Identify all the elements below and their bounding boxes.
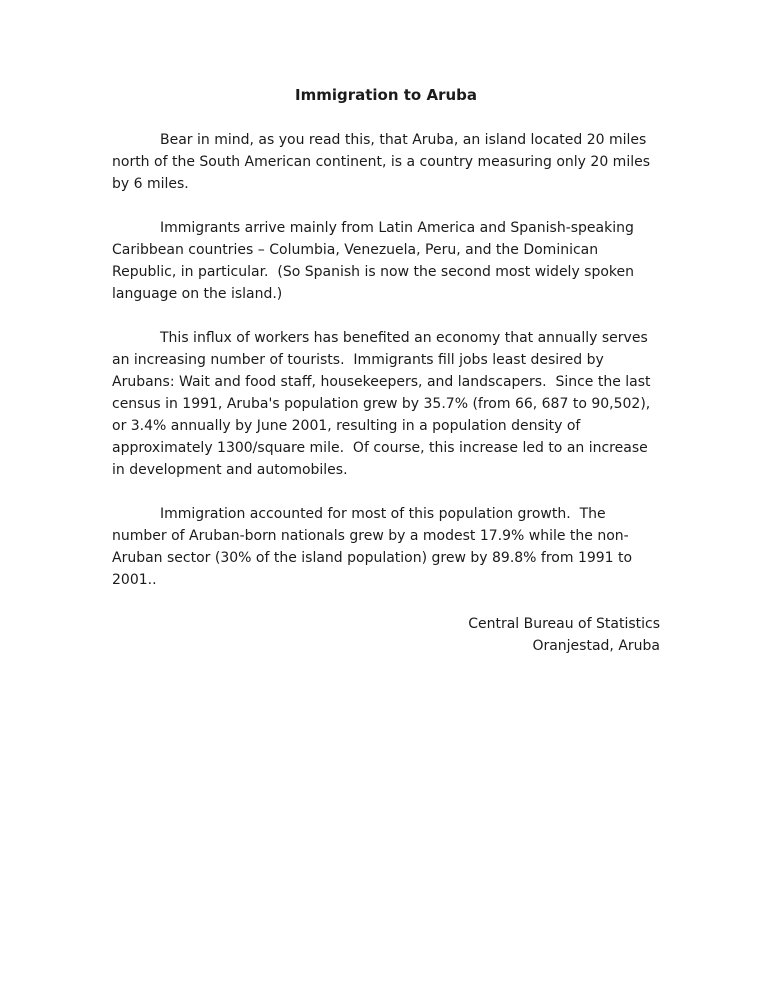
paragraph-intro: Bear in mind, as you read this, that Aruba, an island located 20 miles north of the South American continent, is a country measuring only 20 miles by 6 miles. — [112, 132, 655, 192]
paragraph-immigrant-origins: Immigrants arrive mainly from Latin America and Spanish-speaking Caribbean countries – Columbia, Venezuela, Peru, and the Dominican Republic, in particular. (So Spanish is now the second most widely spoken language on the island.) — [112, 220, 639, 302]
attribution-organization: Central Bureau of Statistics — [468, 616, 660, 632]
paragraph-population-growth: Immigration accounted for most of this population growth. The number of Aruban-born nationals grew by a modest 17.9% while the non-Aruban sector (30% of the island population) grew by 89.8% from 1991 to 2001.. — [112, 506, 637, 588]
paragraph-economy-population: This influx of workers has benefited an economy that annually serves an increasing number of tourists. Immigrants fill jobs least desired by Arubans: Wait and food staff, housekeepers, and landscapers. Since the last census in 1991, Aruba's population grew by 35.7% (from 66, 687 to 90,502), or 3.4% annually by June 2001, resulting in a population density of approximately 1300/square mile. Of course, this increase led to an increase in development and automobiles. — [112, 330, 655, 478]
attribution — [112, 613, 660, 657]
attribution-location: Oranjestad, Aruba — [532, 638, 660, 654]
document-title: Immigration to Aruba — [295, 86, 477, 104]
